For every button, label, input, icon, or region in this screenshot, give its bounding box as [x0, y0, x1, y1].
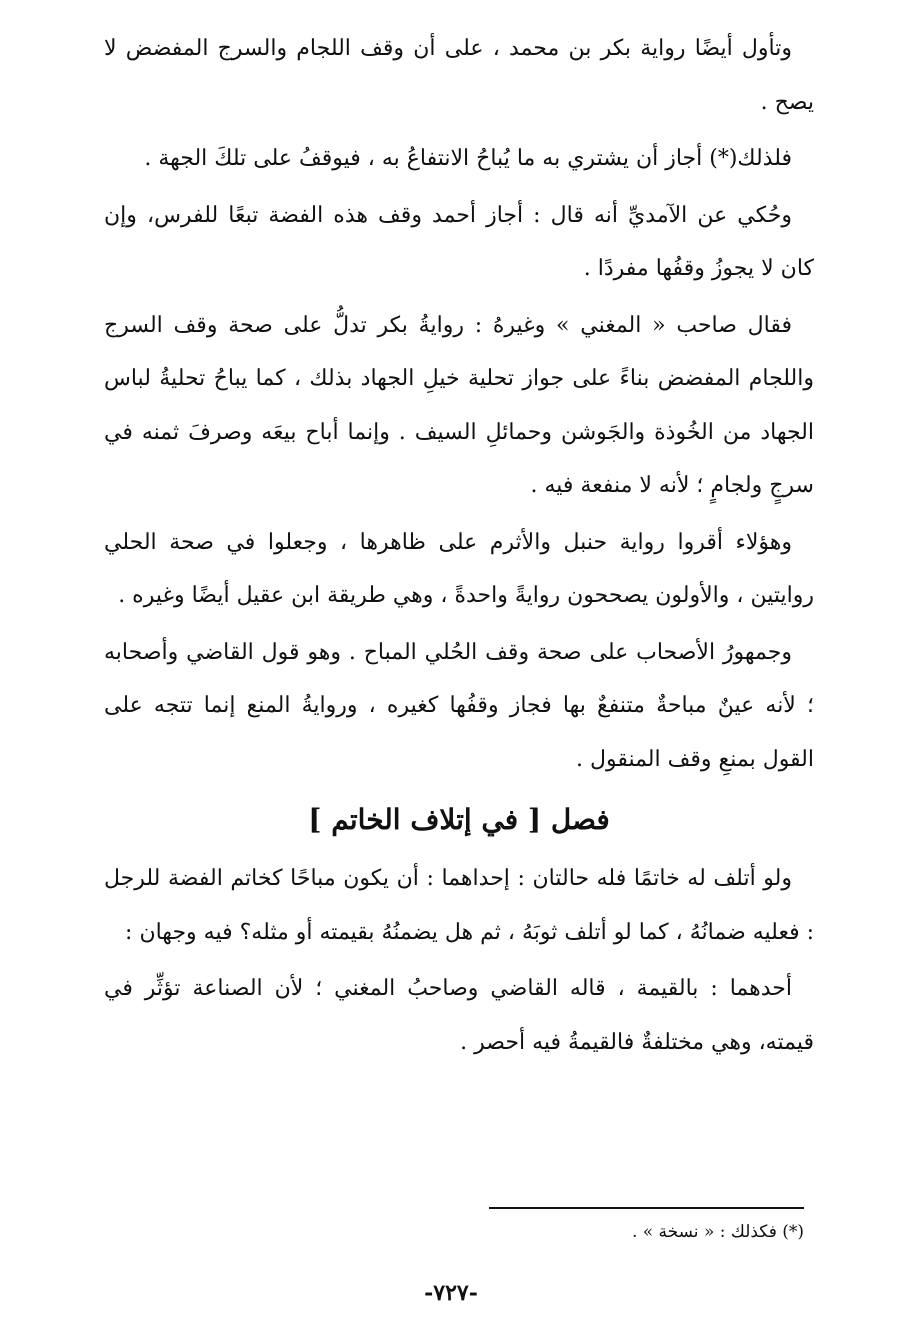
footnote: (*) فكذلك : « نسخة » .	[631, 1222, 804, 1242]
paragraph-6: وجمهورُ الأصحاب على صحة وقف الحُلي المباح . وهو قول القاضي وأصحابه ؛ لأنه عينٌ مباحةٌ متنفعٌ بها فجاز وقفُها كغيره ، وروايةُ المنع إنما تتجه على القول بمنعِ وقف المنقول .	[104, 639, 814, 772]
section-heading: فصل [ في إتلاف الخاتم ]	[308, 803, 610, 836]
paragraph-7: ولو أتلف له خاتمًا فله حالتان : إحداهما : أن يكون مباحًا كخاتم الفضة للرجل : فعليه ضمانُهُ ، كما لو أتلف ثوبَهُ ، ثم هل يضمنُهُ بقيمته أو مثله؟ فيه وجهان :	[104, 866, 814, 945]
paragraph-1: وتأول أيضًا رواية بكر بن محمد ، على أن وقف اللجام والسرج المفضض لا يصح .	[104, 36, 814, 115]
paragraph-8: أحدهما : بالقيمة ، قاله القاضي وصاحبُ المغني ؛ لأن الصناعة تؤثِّر في قيمته، وهي مختلفةٌ فالقيمةُ فيه أحصر .	[104, 976, 814, 1055]
paragraph-2: فلذلك(*) أجاز أن يشتري به ما يُباحُ الانتفاعُ به ، فيوقفُ على تلكَ الجهة .	[144, 146, 792, 171]
footnote-divider	[489, 1207, 804, 1209]
page-number: -٧٢٧-	[424, 1280, 478, 1306]
paragraph-4: فقال صاحب « المغني » وغيرهُ : روايةُ بكر تدلُّ على صحة وقف السرج واللجام المفضض بناءً على جواز تحلية خيلِ الجهاد بذلك ، كما يباحُ تحليةُ لباس الجهاد من الخُوذة والجَوشن وحمائلِ السيف . وإنما أباح بيعَه وصرفَ ثمنه في سرجٍ ولجامٍ ؛ لأنه لا منفعة فيه .	[104, 312, 814, 498]
paragraph-3: وحُكي عن الآمديِّ أنه قال : أجاز أحمد وقف هذه الفضة تبعًا للفرس، وإن كان لا يجوزُ وقفُها مفردًا .	[104, 202, 814, 281]
paragraph-5: وهؤلاء أقروا رواية حنبل والأثرم على ظاهرها ، وجعلوا في صحة الحلي روايتين ، والأولون يصححون روايةً واحدةً ، وهي طريقة ابن عقيل أيضًا وغيره .	[104, 529, 814, 608]
